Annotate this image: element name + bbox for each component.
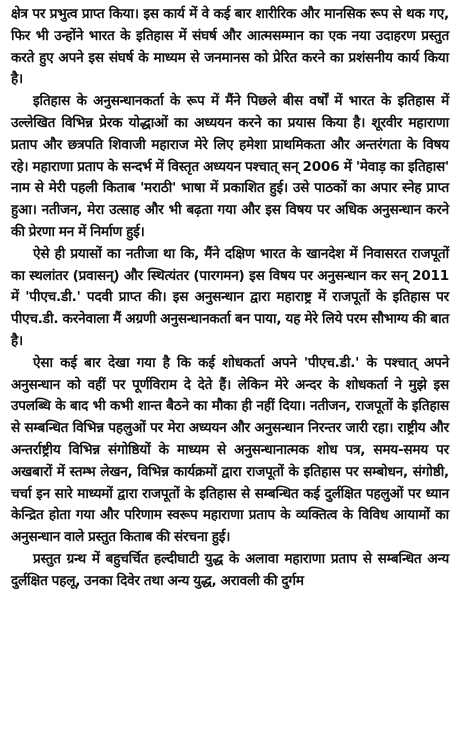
paragraph-2: इतिहास के अनुसन्धानकर्ता के रूप में मैंने पिछले बीस वर्षों में भारत के इतिहास में उल्लेखित विभिन्न प्रेरक योद्धाओं का अध्ययन करने का प्रयास किया है। शूरवीर महाराणा प्रताप और छत्रपति शिवाजी महाराज मेरे लिए हमेशा प्राथमिकता और अन्तरंगता के विषय रहे। महाराणा प्रताप के सन्दर्भ में विस्तृत अध्ययन पश्चात् सन् 2006 में 'मेवाड़ का इतिहास' नाम से मेरी पहली किताब 'मराठी' भाषा में प्रकाशित हुई। उसे पाठकों का अपार स्नेह प्राप्त हुआ। नतीजन, मेरा उत्साह और भी बढ़ता गया और इस विषय पर अधिक अनुसन्धान करने की प्रेरणा मन में निर्माण हुई। [11,93,449,240]
paragraph-1: क्षेत्र पर प्रभुत्व प्राप्त किया। इस कार्य में वे कई बार शारीरिक और मानसिक रूप से थक गए, फिर भी उन्होंने भारत के इतिहास में संघर्ष और आत्मसम्मान का एक नया उदाहरण प्रस्तुत करते हुए अपने इस संघर्ष के माध्यम से जनमानस को प्रेरित करने का प्रशंसनीय कार्य किया है। [11,6,449,88]
paragraph-5: प्रस्तुत ग्रन्थ में बहुचर्चित हल्दीघाटी युद्ध के अलावा महाराणा प्रताप से सम्बन्धित अन्य दुर्लक्षित पहलू, उनका दिवेर तथा अन्य युद्ध, अरावली की दुर्गम [11,550,449,589]
paragraph-4: ऐसा कई बार देखा गया है कि कई शोधकर्ता अपने 'पीएच.डी.' के पश्चात् अपने अनुसन्धान को वहीं पर पूर्णविराम दे देते हैं। लेकिन मेरे अन्दर के शोधकर्ता ने मुझे इस उपलब्धि के बाद भी कभी शान्त बैठने का मौका ही नहीं दिया। नतीजन, राजपूतों के इतिहास से सम्बन्धित विभिन्न पहलुओं पर मेरा अध्ययन और अनुसन्धान निरन्तर जारी रहा। राष्ट्रीय और अन्तर्राष्ट्रीय विभिन्न संगोष्ठियों के माध्यम से अनुसन्धानात्मक शोध पत्र, समय-समय पर अखबारों में स्तम्भ लेखन, विभिन्न कार्यक्रमों द्वारा राजपूतों के इतिहास पर सम्बोधन, संगोष्ठी, चर्चा इन सारे माध्यमों द्वारा राजपूतों के इतिहास से सम्बन्धित कई दुर्लक्षित पहलुओं पर ध्यान केन्द्रित होता गया और परिणाम स्वरूप महाराणा प्रताप के व्यक्तित्व के विविध आयामों का अनुसन्धान वाले प्रस्तुत किताब की संरचना हुई। [11,354,449,546]
paragraph-3: ऐसे ही प्रयासों का नतीजा था कि, मैंने दक्षिण भारत के खानदेश में निवासरत राजपूतों का स्थलांतर (प्रवासन्) और स्थित्यंतर (पारगमन) इस विषय पर अनुसन्धान कर सन् 2011 में 'पीएच.डी.' पदवी प्राप्त की। इस अनुसन्धान द्वारा महाराष्ट्र में राजपूतों के इतिहास पर पीएच.डी. करनेवाला मैं अग्रणी अनुसन्धानकर्ता बन पाया, यह मेरे लिये परम सौभाग्य की बात है। [11,245,449,349]
